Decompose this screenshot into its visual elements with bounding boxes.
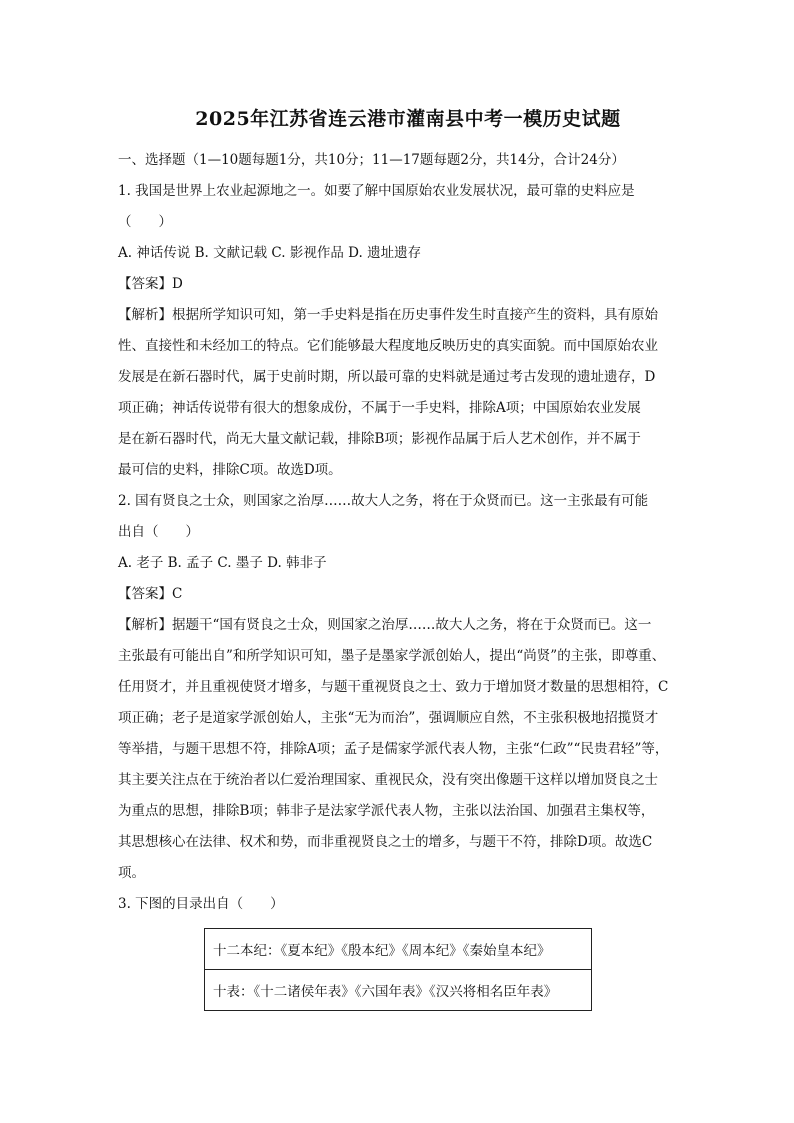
q2-analysis-line: 主张最有可能出自”和所学知识可知，墨子是墨家学派创始人，提出“尚贤”的主张，即尊重、 [118, 648, 666, 664]
q1-analysis-line: 性、直接性和未经加工的特点。它们能够最大程度地反映历史的真实面貌。而中国原始农业 [118, 338, 658, 354]
section-heading: 一、选择题（1—10题每题1分，共10分；11—17题每题2分，共14分，合计24分） [118, 152, 625, 168]
catalog-table [204, 928, 592, 1011]
q2-stem-line2: 出自（ ） [118, 524, 199, 540]
q1-options: A. 神话传说 B. 文献记载 C. 影视作品 D. 遗址遗存 [118, 245, 422, 261]
q2-analysis-line: 其主要关注点在于统治者以仁爱治理国家、重视民众，没有突出像题干这样以增加贤良之士 [118, 772, 658, 788]
q1-stem-line1: 1. 我国是世界上农业起源地之一。如要了解中国原始农业发展状况，最可靠的史料应是 [118, 183, 635, 199]
q2-analysis-line: 为重点的思想，排除B项；韩非子是法家学派代表人物，主张以法治国、加强君主集权等， [118, 803, 655, 819]
q1-analysis-line: 是在新石器时代，尚无大量文献记载，排除B项；影视作品属于后人艺术创作，并不属于 [118, 431, 641, 447]
table-row [205, 929, 592, 970]
q2-analysis-line: 等举措，与题干思想不符，排除A项；孟子是儒家学派代表人物，主张“仁政”“民贵君轻”等， [118, 741, 669, 757]
q2-options: A. 老子 B. 孟子 C. 墨子 D. 韩非子 [118, 555, 327, 571]
q2-answer: 【答案】C [118, 586, 183, 602]
table-cell: 十二本纪：《夏本纪》《殷本纪》《周本纪》《秦始皇本纪》 [205, 929, 592, 970]
q2-analysis-line: 其思想核心在法律、权术和势，而非重视贤良之士的增多，与题干不符，排除D项。故选C [118, 834, 653, 850]
q2-analysis-line: 项正确；老子是道家学派创始人，主张“无为而治”，强调顺应自然，不主张积极地招揽贤才 [118, 710, 659, 726]
table-cell: 十表：《十二诸侯年表》《六国年表》《汉兴将相名臣年表》 [205, 970, 592, 1011]
q2-analysis-line: 项。 [118, 865, 145, 881]
page-title: 2025年江苏省连云港市灌南县中考一模历史试题 [195, 108, 621, 130]
q1-stem-line2: （ ） [118, 214, 172, 230]
q1-analysis-line: 最可信的史料，排除C项。故选D项。 [118, 462, 342, 478]
q3-stem: 3. 下图的目录出自（ ） [118, 896, 284, 912]
q1-answer: 【答案】D [118, 276, 183, 292]
q2-analysis-line: 【解析】据题干“国有贤良之士众，则国家之治厚……故大人之务，将在于众贤而已。这一 [118, 617, 652, 633]
q1-analysis-line: 项正确；神话传说带有很大的想象成份，不属于一手史料，排除A项；中国原始农业发展 [118, 400, 641, 416]
q2-stem-line1: 2. 国有贤良之士众，则国家之治厚……故大人之务，将在于众贤而已。这一主张最有可能 [118, 493, 649, 509]
q1-analysis-line: 发展是在新石器时代，属于史前时期，所以最可靠的史料就是通过考古发现的遗址遗存，D [118, 369, 656, 385]
q2-analysis-line: 任用贤才，并且重视使贤才增多，与题干重视贤良之士、致力于增加贤才数量的思想相符，C [118, 679, 669, 695]
q1-analysis-line: 【解析】根据所学知识可知，第一手史料是指在历史事件发生时直接产生的资料，具有原始 [118, 307, 658, 323]
table-row [205, 970, 592, 1011]
